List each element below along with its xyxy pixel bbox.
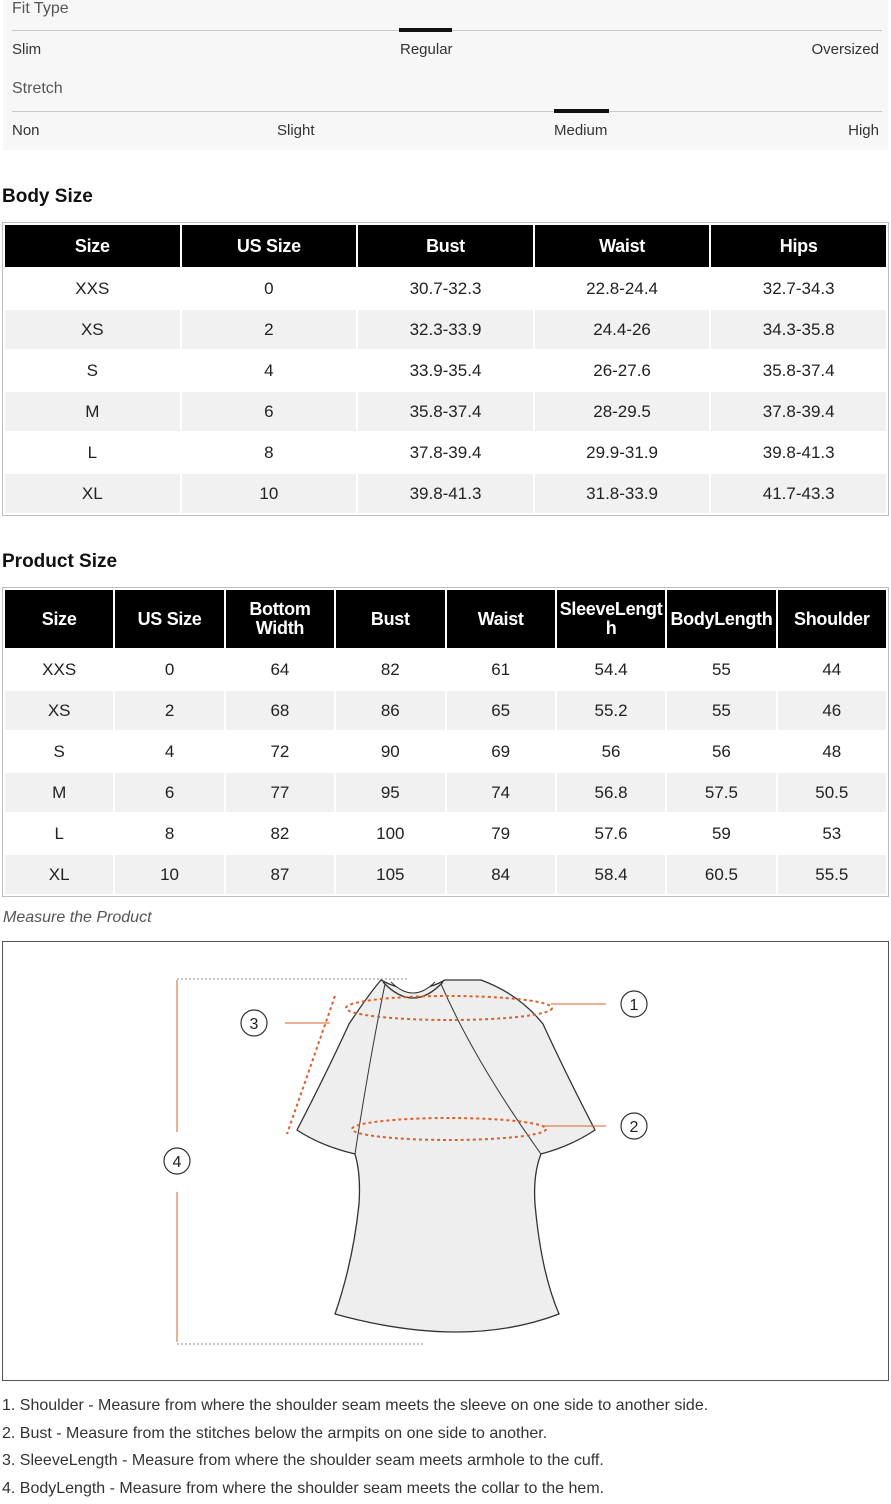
column-header: Shoulder xyxy=(778,590,886,648)
table-cell: 37.8-39.4 xyxy=(358,433,533,472)
table-cell: 31.8-33.9 xyxy=(535,474,710,513)
table-cell: S xyxy=(5,351,180,390)
table-cell: 26-27.6 xyxy=(535,351,710,390)
table-row xyxy=(5,310,886,349)
table-cell: 39.8-41.3 xyxy=(358,474,533,513)
column-header: Size xyxy=(5,225,180,267)
stretch-track xyxy=(12,111,882,112)
measurement-notes xyxy=(2,1394,708,1504)
table-row xyxy=(5,269,886,308)
callout-4 xyxy=(164,1148,190,1174)
body-size-title: Body Size xyxy=(2,186,93,208)
table-row xyxy=(5,855,886,894)
table-cell: 39.8-41.3 xyxy=(711,433,886,472)
table-cell: M xyxy=(5,773,113,812)
table-cell: S xyxy=(5,732,113,771)
table-cell: 82 xyxy=(226,814,334,853)
table-cell: 37.8-39.4 xyxy=(711,392,886,431)
callout-2 xyxy=(621,1113,647,1139)
table-cell: 57.5 xyxy=(667,773,775,812)
table-cell: XL xyxy=(5,474,180,513)
table-row xyxy=(5,650,886,689)
measure-diagram xyxy=(2,941,889,1381)
table-cell: 35.8-37.4 xyxy=(358,392,533,431)
table-cell: 90 xyxy=(336,732,444,771)
table-cell: 44 xyxy=(778,650,886,689)
table-row xyxy=(5,732,886,771)
table-cell: 56.8 xyxy=(557,773,665,812)
table-cell: 28-29.5 xyxy=(535,392,710,431)
table-cell: 68 xyxy=(226,691,334,730)
table-cell: 74 xyxy=(447,773,555,812)
callout-1-label: 1 xyxy=(630,997,639,1014)
table-cell: 32.7-34.3 xyxy=(711,269,886,308)
column-header: Size xyxy=(5,590,113,648)
table-cell: 8 xyxy=(115,814,223,853)
column-header: BodyLength xyxy=(667,590,775,648)
table-cell: 57.6 xyxy=(557,814,665,853)
table-cell: 10 xyxy=(115,855,223,894)
table-cell: 72 xyxy=(226,732,334,771)
column-header: US Size xyxy=(115,590,223,648)
stretch-label-medium: Medium xyxy=(554,122,607,139)
table-cell: 59 xyxy=(667,814,775,853)
table-cell: 2 xyxy=(115,691,223,730)
column-header: Waist xyxy=(447,590,555,648)
table-cell: 56 xyxy=(557,732,665,771)
table-cell: 46 xyxy=(778,691,886,730)
stretch-label-slight: Slight xyxy=(277,122,315,139)
table-cell: 105 xyxy=(336,855,444,894)
stretch-label-high: High xyxy=(848,122,879,139)
table-row xyxy=(5,351,886,390)
callout-1 xyxy=(621,991,647,1017)
table-row xyxy=(5,773,886,812)
table-cell: 95 xyxy=(336,773,444,812)
table-cell: XXS xyxy=(5,269,180,308)
table-cell: 58.4 xyxy=(557,855,665,894)
table-cell: 84 xyxy=(447,855,555,894)
tshirt-shape xyxy=(297,980,595,1332)
table-row xyxy=(5,814,886,853)
note-bust: 2. Bust - Measure from the stitches below the armpits on one side to another. xyxy=(2,1422,708,1450)
table-cell: 0 xyxy=(182,269,357,308)
stretch-label-non: Non xyxy=(12,122,40,139)
table-cell: 100 xyxy=(336,814,444,853)
table-cell: 48 xyxy=(778,732,886,771)
table-cell: 64 xyxy=(226,650,334,689)
column-header: US Size xyxy=(182,225,357,267)
table-cell: 29.9-31.9 xyxy=(535,433,710,472)
column-header: Waist xyxy=(535,225,710,267)
column-header: Bottom Width xyxy=(226,590,334,648)
table-cell: 61 xyxy=(447,650,555,689)
note-shoulder: 1. Shoulder - Measure from where the shoulder seam meets the sleeve on one side to another side. xyxy=(2,1394,708,1422)
table-cell: 79 xyxy=(447,814,555,853)
measure-caption: Measure the Product xyxy=(3,909,152,927)
fit-type-selected-marker xyxy=(399,28,452,32)
table-cell: 60.5 xyxy=(667,855,775,894)
table-row xyxy=(5,691,886,730)
table-cell: XL xyxy=(5,855,113,894)
column-header: SleeveLength xyxy=(557,590,665,648)
table-row xyxy=(5,474,886,513)
column-header: Bust xyxy=(358,225,533,267)
product-size-title: Product Size xyxy=(2,551,117,573)
column-header: Hips xyxy=(711,225,886,267)
table-cell: 82 xyxy=(336,650,444,689)
table-row xyxy=(5,392,886,431)
stretch-selected-marker xyxy=(554,109,609,113)
callout-4-label: 4 xyxy=(173,1154,182,1171)
table-cell: 22.8-24.4 xyxy=(535,269,710,308)
callout-3-label: 3 xyxy=(250,1016,259,1033)
table-cell: 4 xyxy=(182,351,357,390)
table-cell: 55 xyxy=(667,650,775,689)
fit-type-label-regular: Regular xyxy=(400,41,453,58)
callout-2-label: 2 xyxy=(630,1119,639,1136)
table-cell: 53 xyxy=(778,814,886,853)
table-cell: 34.3-35.8 xyxy=(711,310,886,349)
callout-3 xyxy=(241,1010,267,1036)
table-cell: 77 xyxy=(226,773,334,812)
table-cell: XXS xyxy=(5,650,113,689)
table-cell: M xyxy=(5,392,180,431)
table-cell: L xyxy=(5,814,113,853)
table-cell: 8 xyxy=(182,433,357,472)
table-cell: 56 xyxy=(667,732,775,771)
note-sleeve-length: 3. SleeveLength - Measure from where the shoulder seam meets armhole to the cuff. xyxy=(2,1449,708,1477)
table-cell: XS xyxy=(5,310,180,349)
table-row xyxy=(5,433,886,472)
product-size-table xyxy=(2,587,889,897)
table-cell: 0 xyxy=(115,650,223,689)
table-cell: 69 xyxy=(447,732,555,771)
table-cell: 6 xyxy=(115,773,223,812)
body-size-table xyxy=(2,222,889,516)
table-cell: 55.5 xyxy=(778,855,886,894)
table-cell: XS xyxy=(5,691,113,730)
table-cell: 55.2 xyxy=(557,691,665,730)
table-cell: 55 xyxy=(667,691,775,730)
stretch-title: Stretch xyxy=(12,80,63,98)
table-cell: 35.8-37.4 xyxy=(711,351,886,390)
table-cell: 30.7-32.3 xyxy=(358,269,533,308)
table-cell: 33.9-35.4 xyxy=(358,351,533,390)
table-cell: 2 xyxy=(182,310,357,349)
table-cell: 65 xyxy=(447,691,555,730)
table-cell: 24.4-26 xyxy=(535,310,710,349)
fit-type-title: Fit Type xyxy=(12,0,69,18)
table-header-row xyxy=(5,590,886,648)
table-cell: 41.7-43.3 xyxy=(711,474,886,513)
column-header: Bust xyxy=(336,590,444,648)
table-cell: 50.5 xyxy=(778,773,886,812)
table-cell: L xyxy=(5,433,180,472)
fit-type-label-oversized: Oversized xyxy=(811,41,879,58)
note-body-length: 4. BodyLength - Measure from where the shoulder seam meets the collar to the hem. xyxy=(2,1477,708,1504)
table-cell: 86 xyxy=(336,691,444,730)
table-cell: 54.4 xyxy=(557,650,665,689)
fit-type-label-slim: Slim xyxy=(12,41,41,58)
fit-scales-panel xyxy=(3,0,888,150)
tshirt-diagram-svg xyxy=(3,942,888,1380)
table-cell: 87 xyxy=(226,855,334,894)
table-cell: 4 xyxy=(115,732,223,771)
table-cell: 10 xyxy=(182,474,357,513)
table-cell: 32.3-33.9 xyxy=(358,310,533,349)
table-header-row xyxy=(5,225,886,267)
table-cell: 6 xyxy=(182,392,357,431)
